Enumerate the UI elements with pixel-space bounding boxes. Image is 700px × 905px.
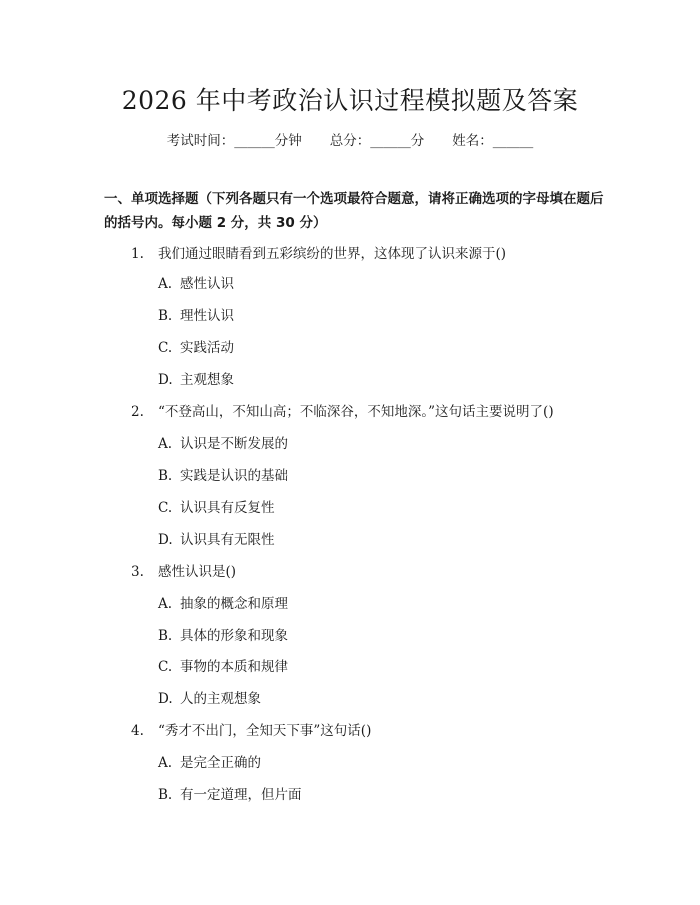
option-text: 具体的形象和现象 [180, 628, 288, 644]
question-3-option-a [158, 594, 288, 614]
option-letter: C. [158, 340, 173, 356]
question-3 [131, 562, 601, 582]
question-2-option-c [158, 498, 275, 518]
question-text: “不登高山，不知山高；不临深谷，不知地深。”这句话主要说明了() [158, 404, 554, 420]
question-4-option-b [158, 785, 302, 805]
option-text: 有一定道理，但片面 [180, 787, 302, 803]
option-text: 主观想象 [180, 372, 234, 388]
option-text: 事物的本质和规律 [180, 659, 288, 675]
option-letter: B. [158, 787, 173, 803]
document-title: 2026 年中考政治认识过程模拟题及答案 [121, 86, 579, 115]
option-letter: D. [158, 532, 173, 548]
question-2-option-d [158, 530, 275, 550]
option-text: 认识具有无限性 [180, 532, 275, 548]
question-1-option-b [158, 306, 234, 326]
question-text: “秀才不出门，全知天下事”这句话() [158, 723, 372, 739]
question-text: 我们通过眼睛看到五彩缤纷的世界，这体现了认识来源于() [158, 246, 507, 262]
question-3-option-c [158, 657, 288, 677]
option-text: 人的主观想象 [180, 691, 261, 707]
option-letter: A. [158, 755, 173, 771]
option-letter: D. [158, 691, 173, 707]
option-letter: A. [158, 276, 173, 292]
option-text: 理性认识 [180, 308, 234, 324]
question-1-option-a [158, 274, 234, 294]
question-number: 4. [131, 723, 144, 739]
option-letter: C. [158, 500, 173, 516]
question-1-option-d [158, 370, 234, 390]
section-heading: 一、单项选择题（下列各题只有一个选项最符合题意，请将正确选项的字母填在题后的括号内。每小题 2 分，共 30 分） [104, 191, 604, 231]
question-text: 感性认识是() [158, 564, 237, 580]
question-1 [131, 244, 601, 264]
question-number: 1. [131, 246, 144, 262]
question-4-option-a [158, 753, 261, 773]
option-letter: A. [158, 596, 173, 612]
question-4 [131, 721, 601, 741]
option-text: 是完全正确的 [180, 755, 261, 771]
question-1-option-c [158, 338, 234, 358]
option-text: 抽象的概念和原理 [180, 596, 288, 612]
option-letter: B. [158, 628, 173, 644]
question-number: 2. [131, 404, 144, 420]
option-text: 认识是不断发展的 [180, 436, 288, 452]
question-2-option-b [158, 466, 288, 486]
option-letter: A. [158, 436, 173, 452]
student-name-field: 姓名：______ [452, 133, 534, 149]
question-3-option-d [158, 689, 261, 709]
option-letter: B. [158, 308, 173, 324]
option-letter: B. [158, 468, 173, 484]
question-2 [131, 402, 601, 422]
option-text: 认识具有反复性 [180, 500, 275, 516]
question-3-option-b [158, 626, 288, 646]
question-2-option-a [158, 434, 288, 454]
question-number: 3. [131, 564, 144, 580]
exam-time-field: 考试时间：______分钟 [166, 133, 302, 149]
option-letter: D. [158, 372, 173, 388]
option-letter: C. [158, 659, 173, 675]
option-text: 实践活动 [180, 340, 234, 356]
total-score-field: 总分：______分 [329, 133, 425, 149]
option-text: 实践是认识的基础 [180, 468, 288, 484]
option-text: 感性认识 [180, 276, 234, 292]
exam-info-line [0, 131, 700, 151]
